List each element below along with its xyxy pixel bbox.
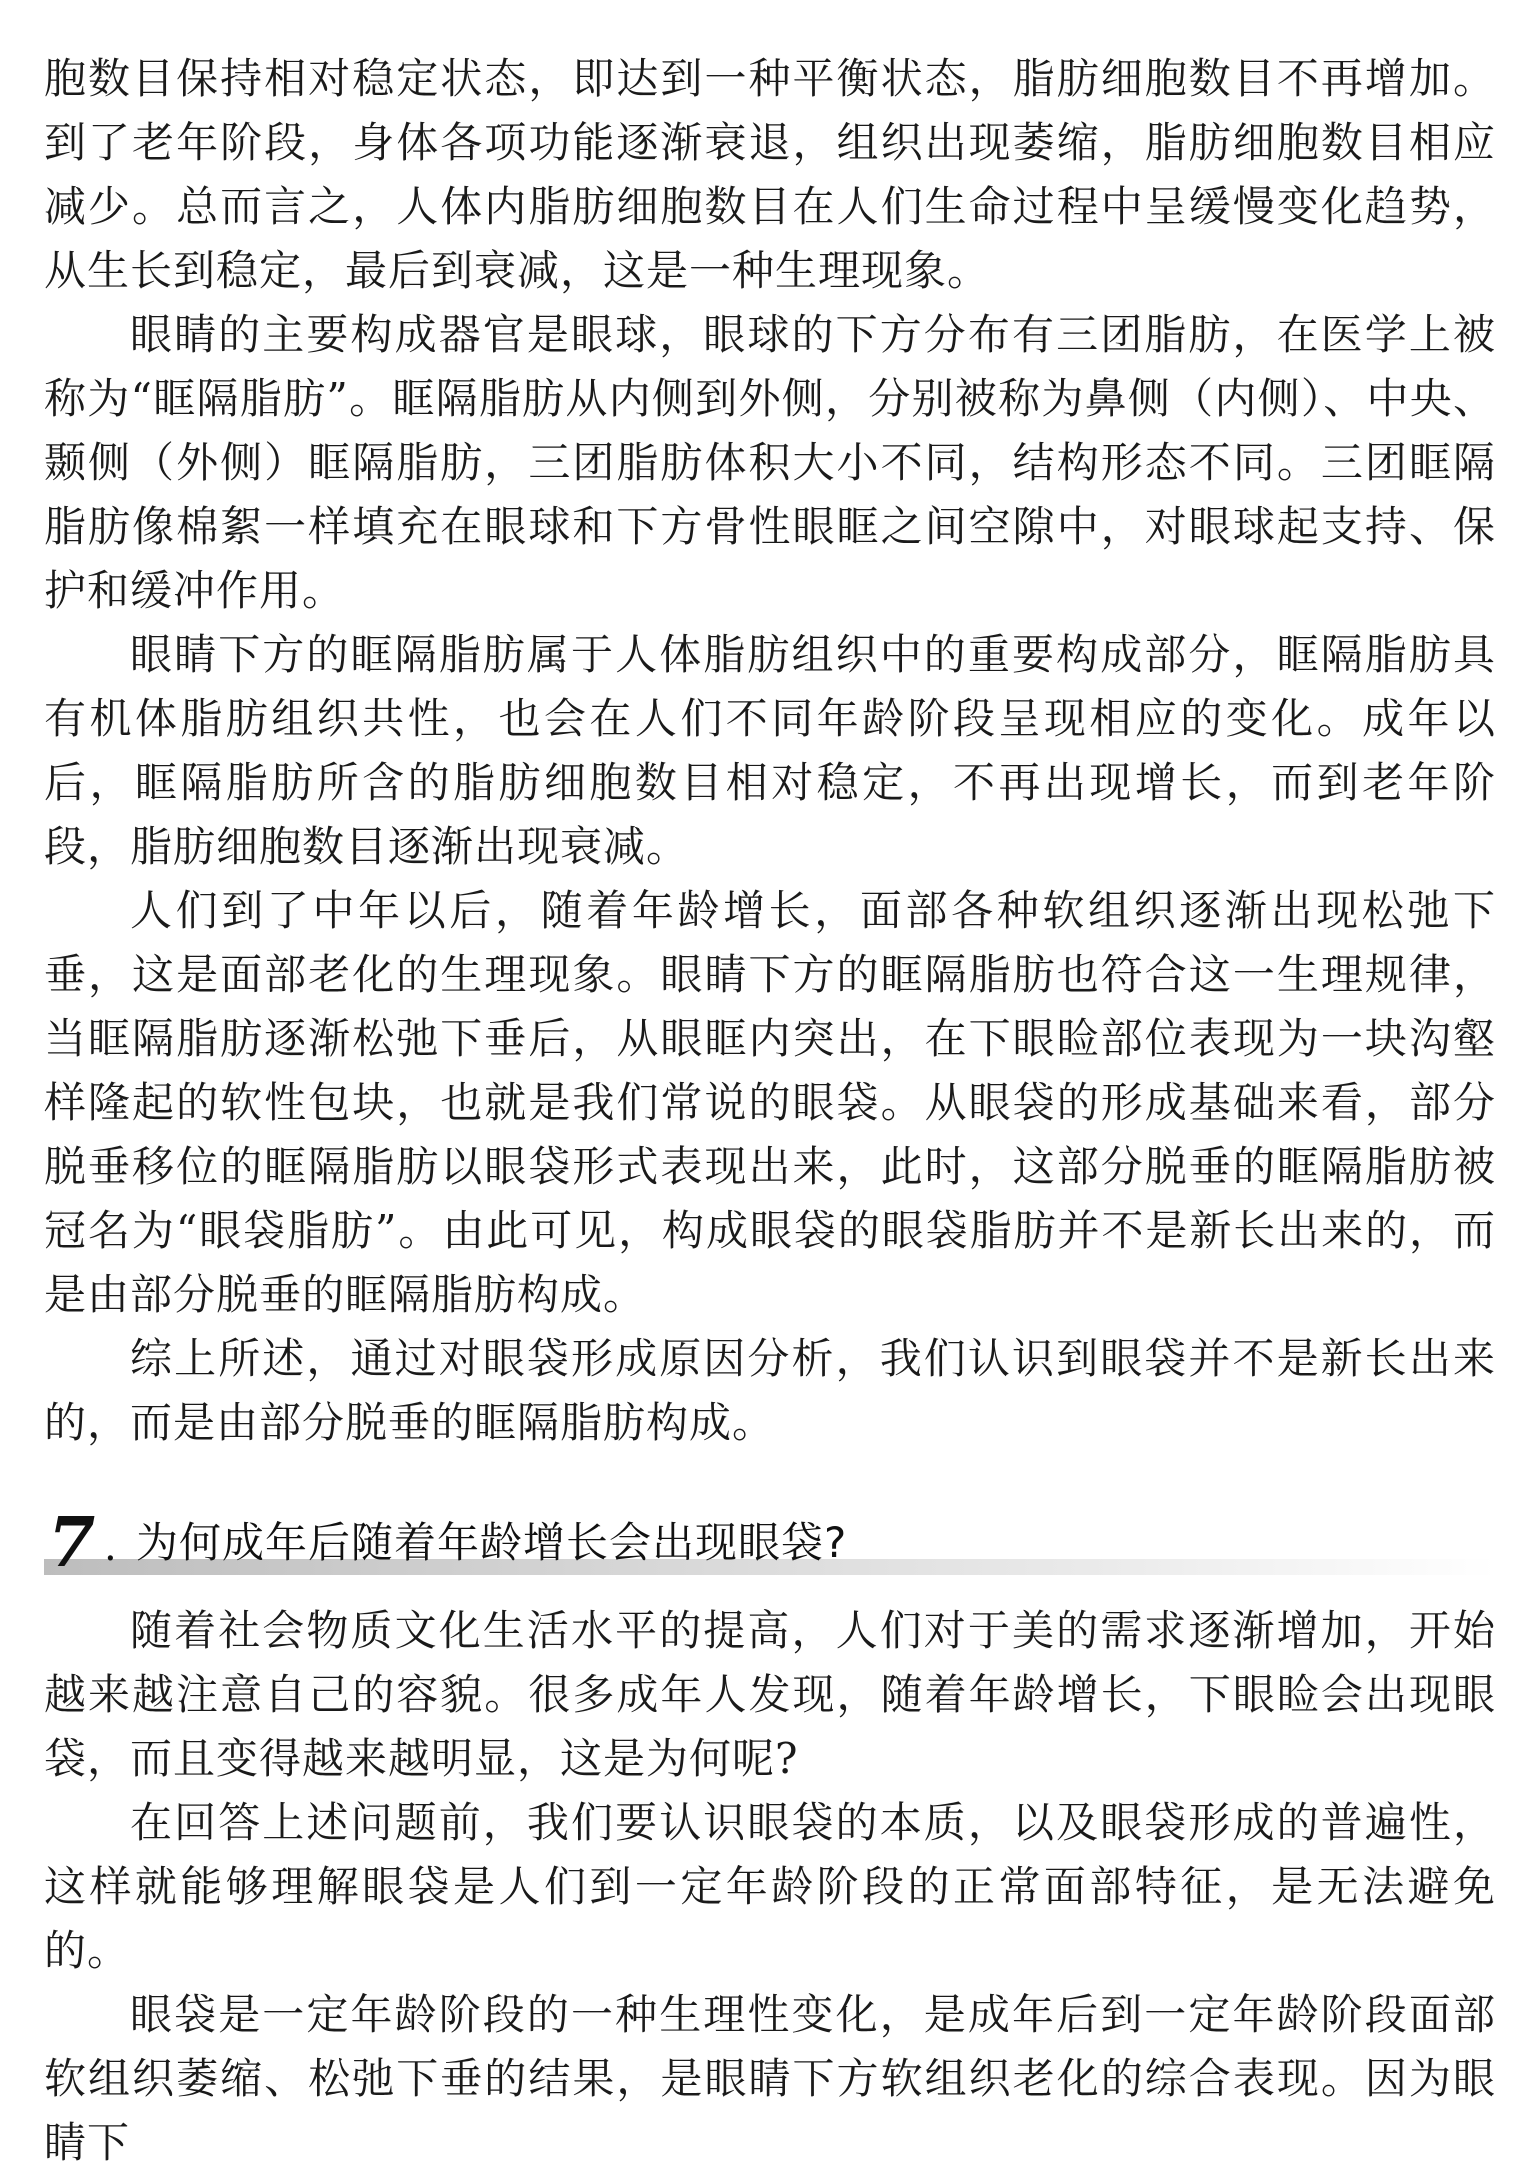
paragraph: 综上所述，通过对眼袋形成原因分析，我们认识到眼袋并不是新长出来的，而是由部分脱垂的眶隔脂肪构成。 <box>44 1334 1496 1447</box>
section-heading <box>44 1499 1496 1581</box>
paragraph: 人们到了中年以后，随着年龄增长，面部各种软组织逐渐出现松弛下垂，这是面部老化的生理现象。眼睛下方的眶隔脂肪也符合这一生理规律，当眶隔脂肪逐渐松弛下垂后，从眼眶内突出，在下眼睑部位表现为一块沟壑样隆起的软性包块，也就是我们常说的眼袋。从眼袋的形成基础来看，部分脱垂移位的眶隔脂肪以眼袋形式表现出来，此时，这部分脱垂的眶隔脂肪被冠名为“眼袋脂肪”。由此可见，构成眼袋的眼袋脂肪并不是新长出来的，而是由部分脱垂的眶隔脂肪构成。 <box>44 886 1496 1319</box>
section-number: 7 <box>48 1503 96 1583</box>
paragraph: 随着社会物质文化生活水平的提高，人们对于美的需求逐渐增加，开始越来越注意自己的容貌。很多成年人发现，随着年龄增长，下眼睑会出现眼袋，而且变得越来越明显，这是为何呢? <box>44 1606 1496 1783</box>
body-before-section <box>44 47 1496 1455</box>
paragraph: 眼睛下方的眶隔脂肪属于人体脂肪组织中的重要构成部分，眶隔脂肪具有机体脂肪组织共性，也会在人们不同年龄阶段呈现相应的变化。成年以后，眶隔脂肪所含的脂肪细胞数目相对稳定，不再出现增长，而到老年阶段，脂肪细胞数目逐渐出现衰减。 <box>44 630 1496 871</box>
paragraph: 眼袋是一定年龄阶段的一种生理性变化，是成年后到一定年龄阶段面部软组织萎缩、松弛下垂的结果，是眼睛下方软组织老化的综合表现。因为眼睛下 <box>44 1990 1496 2167</box>
paragraph: 眼睛的主要构成器官是眼球，眼球的下方分布有三团脂肪，在医学上被称为“眶隔脂肪”。眶隔脂肪从内侧到外侧，分别被称为鼻侧（内侧）、中央、颞侧（外侧）眶隔脂肪，三团脂肪体积大小不同，结构形态不同。三团眶隔脂肪像棉絮一样填充在眼球和下方骨性眼眶之间空隙中，对眼球起支持、保护和缓冲作用。 <box>44 310 1496 615</box>
section-number-dot: . <box>104 1524 117 1570</box>
paragraph: 胞数目保持相对稳定状态，即达到一种平衡状态，脂肪细胞数目不再增加。到了老年阶段，身体各项功能逐渐衰退，组织出现萎缩，脂肪细胞数目相应减少。总而言之，人体内脂肪细胞数目在人们生命过程中呈缓慢变化趋势，从生长到稳定，最后到衰减，这是一种生理现象。 <box>44 54 1496 295</box>
paragraph: 在回答上述问题前，我们要认识眼袋的本质，以及眼袋形成的普遍性，这样就能够理解眼袋是人们到一定年龄阶段的正常面部特征，是无法避免的。 <box>44 1798 1496 1975</box>
section-title: 为何成年后随着年龄增长会出现眼袋? <box>136 1518 848 1567</box>
body-after-section <box>44 1599 1496 2175</box>
